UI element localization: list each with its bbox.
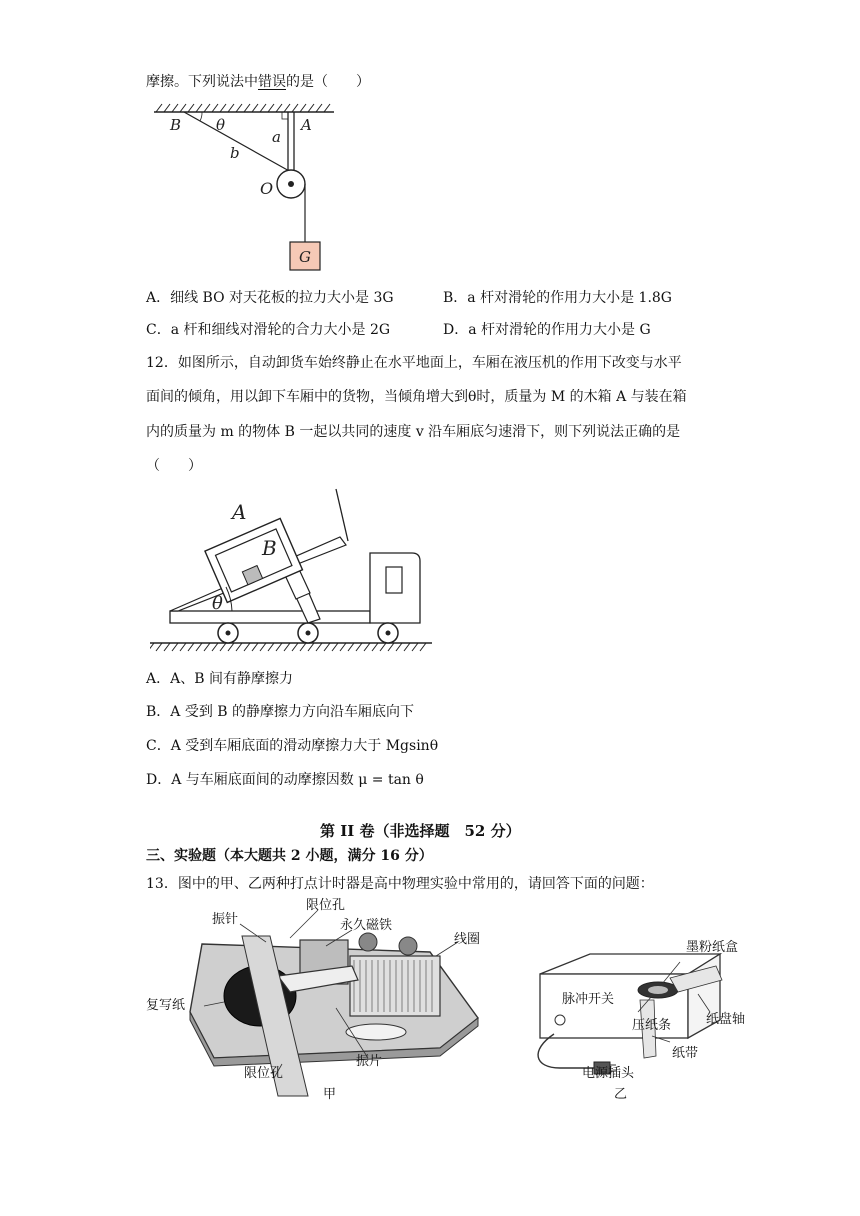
q12-truck-figure: [150, 485, 440, 660]
yi-caption: 乙: [614, 1087, 628, 1102]
jia-label-zhenpian: 振片: [356, 1054, 383, 1069]
q12-stem-line-4: （ ）: [146, 458, 202, 474]
q12-stem-line-1: 12．如图所示，自动卸货车始终静止在水平地面上，车厢在液压机的作用下改变与水平: [146, 355, 682, 371]
q11-option-c: C．a 杆和细线对滑轮的合力大小是 2G: [146, 322, 391, 338]
jia-label-zhenzhen: 振针: [212, 912, 239, 927]
timer-jia-figure: [140, 896, 500, 1106]
q12-label-B: B: [262, 536, 277, 560]
q11-pulley-figure: [146, 100, 346, 280]
jia-label-yongjiu: 永久磁铁: [340, 918, 393, 933]
part2-section-heading: 三、实验题（本大题共 2 小题，满分 16 分）: [146, 848, 433, 864]
q11-option-b: B．a 杆对滑轮的作用力大小是 1.8G: [443, 290, 672, 306]
part2-title: 第 II 卷（非选择题 52 分）: [320, 822, 521, 840]
jia-label-xianweikong-top: 限位孔: [306, 898, 346, 913]
yi-label-dianyuan: 电源插头: [582, 1066, 635, 1081]
q11-option-a: A．细线 BO 对天花板的拉力大小是 3G: [146, 290, 394, 306]
q11-stem-tail: 摩擦。下列说法中: [146, 74, 258, 90]
q12-label-A: A: [232, 500, 247, 524]
q11-label-b: b: [230, 144, 240, 162]
yi-label-mofen: 墨粉纸盒: [686, 940, 739, 955]
jia-label-xianquan: 线圈: [454, 932, 481, 947]
yi-label-zhipanzhou: 纸盘轴: [706, 1012, 746, 1027]
q12-option-b: B．A 受到 B 的静摩擦力方向沿车厢底向下: [146, 704, 415, 720]
q11-option-d: D．a 杆对滑轮的作用力大小是 G: [443, 322, 651, 338]
q11-label-A: A: [301, 116, 312, 134]
q11-label-a: a: [272, 128, 281, 146]
q12-stem-line-2: 面间的倾角，用以卸下车厢中的货物，当倾角增大到θ时，质量为 M 的木箱 A 与装在箱: [146, 389, 687, 405]
q11-stem-underlined: 错误: [258, 74, 286, 90]
yi-label-zhidai: 纸带: [672, 1046, 699, 1061]
q11-stem: [146, 72, 370, 92]
q12-option-c: C．A 受到车厢底面的滑动摩擦力大于 Mgsinθ: [146, 738, 439, 754]
q12-stem-line-3: 内的质量为 m 的物体 B 一起以共同的速度 v 沿车厢底匀速滑下，则下列说法正确的是: [146, 424, 681, 440]
q11-label-theta: θ: [216, 116, 226, 134]
q12-label-theta: θ: [212, 593, 223, 614]
q12-option-d: D．A 与车厢底面间的动摩擦因数 μ = tan θ: [146, 772, 424, 788]
jia-caption: 甲: [323, 1087, 337, 1102]
yi-label-maichong: 脉冲开关: [562, 992, 615, 1007]
jia-label-fuxiezhi: 复写纸: [146, 998, 186, 1013]
q13-stem: 13．图中的甲、乙两种打点计时器是高中物理实验中常用的，请回答下面的问题：: [146, 876, 654, 892]
q12-option-a: A．A、B 间有静摩擦力: [146, 671, 293, 687]
jia-label-xianweikong-bottom: 限位孔: [244, 1066, 284, 1081]
q11-label-G: G: [299, 248, 311, 266]
q11-label-O: O: [260, 179, 274, 198]
q11-label-B: B: [170, 116, 182, 134]
yi-label-yazhitiao: 压纸条: [632, 1018, 672, 1033]
q11-stem-end: 的是（ ）: [286, 74, 370, 90]
